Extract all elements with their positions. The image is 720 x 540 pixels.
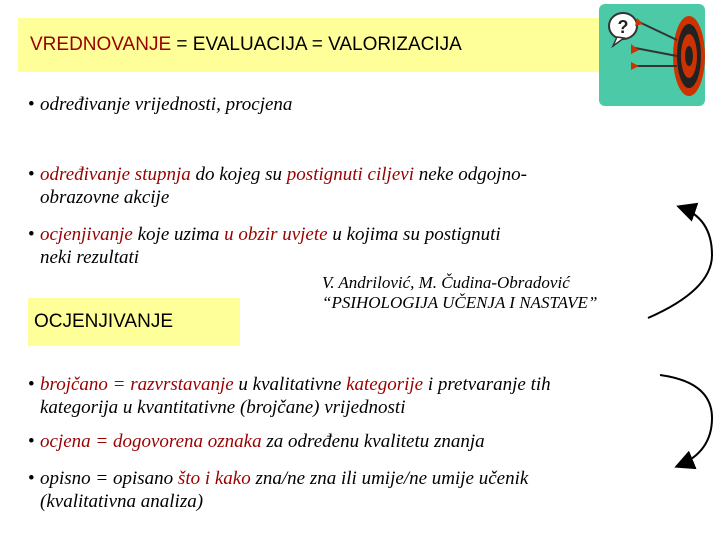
bullet-text: u kvalitativne	[233, 374, 347, 395]
bullet-dot: •	[28, 374, 35, 395]
title-rest: = EVALUACIJA = VALORIZACIJA	[171, 34, 462, 55]
bullet-red-text: razvrstavanje	[130, 374, 234, 395]
bullet-text: koje uzima	[132, 224, 225, 245]
bullet-dot: •	[28, 94, 35, 115]
bullet-text: za određenu kvalitetu znanja	[261, 431, 485, 452]
bullet-dot: •	[28, 468, 35, 489]
bullet-red-text: dogovorena oznaka	[112, 431, 262, 452]
bullet-red-text: određivanje stupnja	[40, 164, 191, 185]
bullet-text: određivanje vrijednosti, procjena	[40, 94, 293, 115]
bullet-red-text: ocjena	[40, 431, 91, 452]
bullet-dot: •	[28, 224, 35, 245]
bullet-red-text: što i kako	[177, 468, 251, 489]
bullet-red-text: ocjenjivanje	[40, 224, 133, 245]
bullet-red-text: kategorije	[346, 374, 424, 395]
ocjenjivanje-label: OCJENJIVANJE	[34, 311, 174, 332]
bullet-text: zna/ne zna ili umije/ne umije učenik	[250, 468, 529, 489]
bullet-text: i pretvaranje tih	[423, 374, 551, 395]
bullet-text: neke odgojno-	[413, 164, 527, 185]
bullet-red-text: u obzir uvjete	[224, 224, 328, 245]
svg-text:?: ?	[617, 17, 629, 37]
lower-curved-arrow	[660, 375, 712, 466]
citation-authors: V. Andrilović, M. Čudina-Obradović	[322, 273, 570, 292]
bullet-red-text: brojčano	[40, 374, 108, 395]
citation-book-title: “PSIHOLOGIJA UČENJA I NASTAVE”	[322, 293, 598, 312]
bullet-dot: •	[28, 431, 35, 452]
bullet-red-text: =	[90, 431, 113, 452]
upper-curved-arrow	[648, 207, 712, 318]
bullet-line2: obrazovne akcije	[40, 187, 170, 208]
bullet-text: opisno = opisano	[40, 468, 178, 489]
bullet-line2: kategorija u kvantitativne (brojčane) vrijednosti	[40, 397, 406, 418]
bullet-line2: neki rezultati	[40, 247, 140, 268]
bullet-text: u kojima su postignuti	[327, 224, 501, 245]
bullet-text: do kojeg su	[190, 164, 287, 185]
bullet-line2: (kvalitativna analiza)	[40, 491, 204, 512]
bullet-dot: •	[28, 164, 35, 185]
bullet-red-text: =	[107, 374, 131, 395]
bullet-red-text: postignuti ciljevi	[286, 164, 414, 185]
title-red-part: VREDNOVANJE	[30, 34, 172, 55]
